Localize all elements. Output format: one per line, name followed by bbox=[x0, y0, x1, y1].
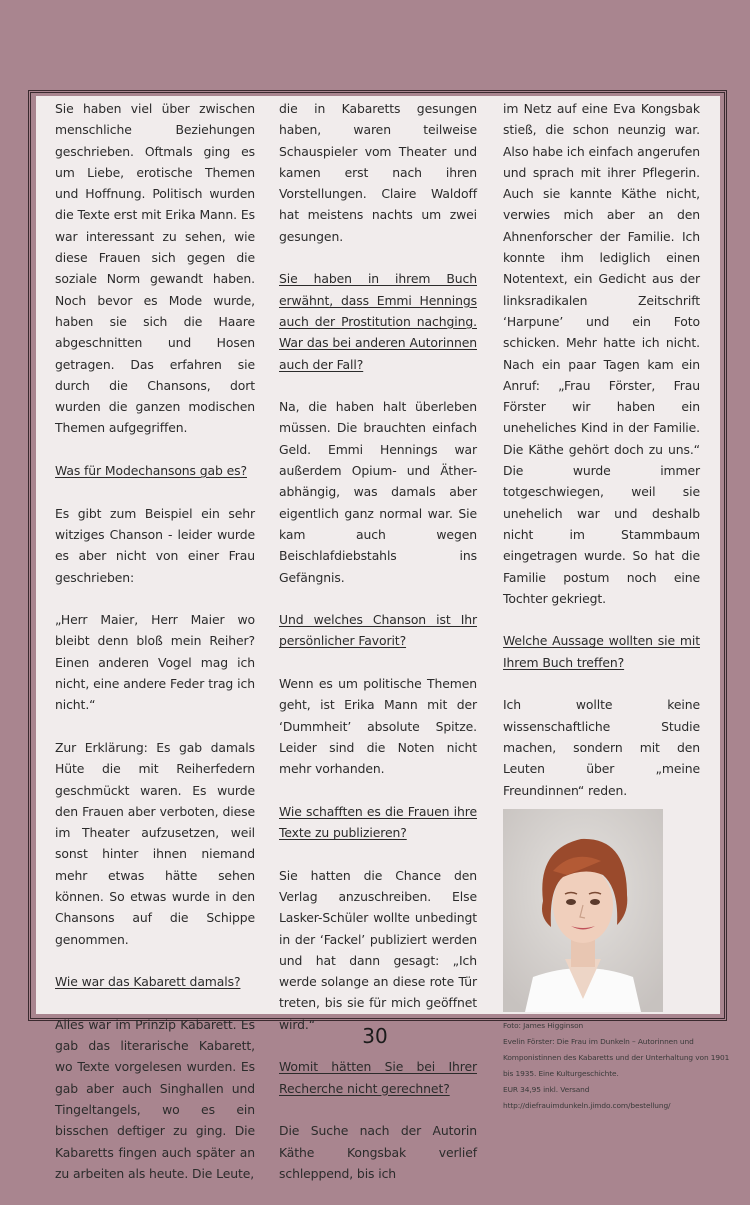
paragraph: Sie hatten die Chance den Verlag anzuschreiben. Else Lasker-Schüler wollte unbedingt in der ‘Fackel’ publiziert werden und hat dann gesagt: „Ich werde solange an diese rote Tür treten, bis sie für mich geöffnet wird.“ bbox=[279, 867, 477, 1032]
book-order-link[interactable]: http://diefrauimdunkeln.jimdo.com/bestellung/ bbox=[503, 1100, 671, 1110]
book-title-line: Komponistinnen des Kabaretts und der Unterhaltung von 1901 bbox=[503, 1052, 730, 1062]
book-title-line: Evelin Förster: Die Frau im Dunkeln – Autorinnen und bbox=[503, 1036, 694, 1046]
interview-question: Und welches Chanson ist Ihr persönlicher Favorit? bbox=[279, 612, 477, 649]
paragraph: Es gibt zum Beispiel ein sehr witziges Chanson - leider wurde es aber nicht von einer Frau geschrieben: bbox=[55, 505, 255, 585]
paragraph: Wenn es um politische Themen geht, ist Erika Mann mit der ‘Dummheit’ absolute Spitze. Leider sind die Noten nicht mehr vorhanden. bbox=[279, 676, 477, 777]
paragraph: „Herr Maier, Herr Maier wo bleibt denn bloß mein Reiher? Einen anderen Vogel mag ich nicht, eine andere Feder trag ich nicht.“ bbox=[55, 612, 255, 713]
portrait-illustration bbox=[503, 809, 663, 1012]
interview-question: Womit hätten Sie bei Ihrer Recherche nicht gerechnet? bbox=[279, 1059, 477, 1096]
paragraph: Na, die haben halt überleben müssen. Die brauchten einfach Geld. Emmi Hennings war außerdem Opium- und Äther-abhängig, was damals aber eigentlich ganz normal war. Sie kam auch wegen Beischlafdiebstahls ins Gefängnis. bbox=[279, 399, 477, 585]
paragraph: im Netz auf eine Eva Kongsbak stieß, die schon neunzig war. Also habe ich einfach angerufen und sprach mit ihrer Pflegerin. Auch sie kannte Käthe nicht, verwies mich aber an den Ahnenforscher der Familie. Ich konnte ihm lediglich einen Notentext, ein Gedicht aus der linksradikalen Zeitschrift ‘Harpune’ und ein Foto schicken. Mehr hatte ich nicht. Nach ein paar Tagen kam ein Anruf: „Frau Förster, Frau Förster wir haben ein uneheliches Kind in der Familie. Die Käthe gehört doch zu uns.“ Die wurde immer totgeschwiegen, weil sie unehelich war und deshalb nicht im Stammbaum eingetragen wurde. So hat die Familie postum noch eine Tochter gekriegt. bbox=[503, 101, 700, 606]
paragraph: Die Suche nach der Autorin Käthe Kongsbak verlief schleppend, bis ich bbox=[279, 1123, 477, 1181]
text-column-3 bbox=[503, 98, 730, 1114]
photo-credit: Foto: James Higginson bbox=[503, 1020, 584, 1030]
interview-question: Sie haben in ihrem Buch erwähnt, dass Emmi Hennings auch der Prostitution nachging. War das bei anderen Autorinnen auch der Fall? bbox=[279, 271, 477, 372]
paragraph: Ich wollte keine wissenschaftliche Studie machen, sondern mit den Leuten über „meine Freundinnen“ reden. bbox=[503, 697, 700, 798]
paragraph: Alles war im Prinzip Kabarett. Es gab das literarische Kabarett, wo Texte vorgelesen wurden. Es gab aber auch Singhallen und Tingeltangels, wo es ein bisschen deftiger zu ging. Die Kabaretts fingen auch später an zu arbeiten als heute. Die Leute, bbox=[55, 1016, 255, 1181]
book-title-line: bis 1935. Eine Kulturgeschichte. bbox=[503, 1068, 619, 1078]
author-portrait-photo bbox=[503, 809, 663, 1012]
interview-question: Welche Aussage wollten sie mit Ihrem Buch treffen? bbox=[503, 633, 700, 670]
interview-question: Wie war das Kabarett damals? bbox=[55, 974, 241, 990]
interview-question: Was für Modechansons gab es? bbox=[55, 463, 247, 479]
book-price: EUR 34,95 inkl. Versand bbox=[503, 1084, 590, 1094]
paragraph: Zur Erklärung: Es gab damals Hüte die mit Reiherfedern geschmückt waren. Es wurde den Frauen aber verboten, diese im Theater aufzusetzen, weil sonst hinter ihnen niemand mehr etwas hätte sehen können. So etwas wurde in den Chansons auf die Schippe genommen. bbox=[55, 739, 255, 947]
paragraph: Sie haben viel über zwischen menschliche Beziehungen geschrieben. Oftmals ging es um Liebe, erotische Themen und Hoffnung. Politisch wurden die Texte erst mit Erika Mann. Es war interessant zu sehen, wie diese Frauen sich gegen die soziale Norm gewandt haben. Noch bevor es Mode wurde, haben sie sich die Haare abgeschnitten und Hosen getragen. Das erfahren sie durch die Chansons, dort wurden die ganzen modischen Themen aufgegriffen. bbox=[55, 101, 255, 436]
paragraph: die in Kabaretts gesungen haben, waren teilweise Schauspieler vom Theater und kamen erst nach ihren Vorstellungen. Claire Waldoff hat meistens nachts um zwei gesungen. bbox=[279, 101, 477, 244]
page-number: 30 bbox=[362, 1024, 388, 1048]
interview-question: Wie schafften es die Frauen ihre Texte zu publizieren? bbox=[279, 803, 477, 841]
